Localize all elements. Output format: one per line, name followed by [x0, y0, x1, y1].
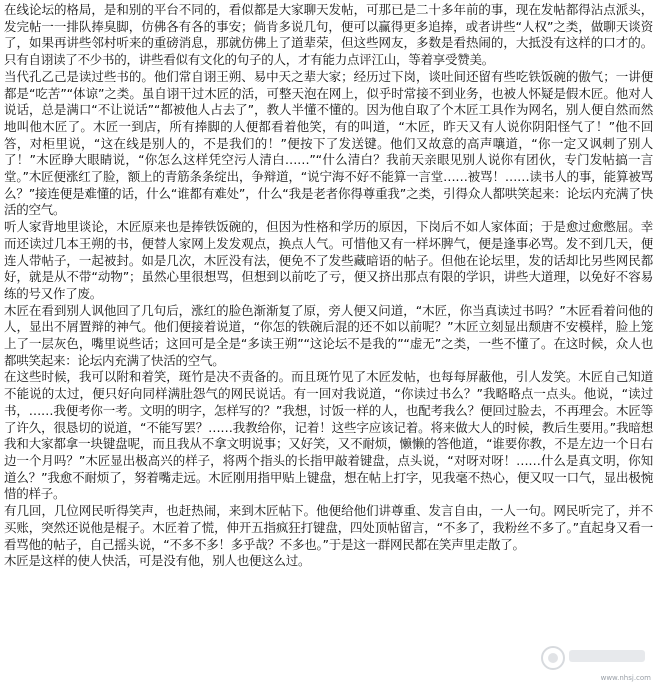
watermark-url: www.nhsj.com — [600, 674, 651, 682]
paragraph-6: 有几回，几位网民听得笑声，也赶热闹，来到木匠帖下。他便给他们讲尊重、发言自由，一人一句。网民听完了，并不买账，突然还说他是棍子。木匠着了慌，伸开五指疯狂打键盘，四处顶帖留言，“不多了，我粉丝不多了。”直起身又看一看骂他的帖子，自己摇头说，“不多不多！多乎哉？不多也。”于是这一群网民都在笑声里走散了。 — [4, 503, 653, 552]
paragraph-2: 当代孔乙己是读过些书的。他们常自诩王朔、易中天之辈大家；经历过下岗，谈吐间还留有些吃铁饭碗的傲气；一讲便都是“吃苦”“体谅”之类。虽自诩干过木匠的活，可整天泡在网上，似乎时常接不到业务，也被人怀疑是假木匠。他对人说话，总是满口“不让说话”“都被他人占去了”，教人半懂不懂的。因为他自取了个木匠工具作为网名，别人便自然而然地叫他木匠了。木匠一到店，所有捧脚的人便都看着他笑，有的叫道，“木匠，昨天又有人说你阴阳怪气了！”他不回答，对柜里说，“这在线是别人的，不是我们的！”便按下了发送键。他们又故意的高声嚷道，“你一定又讽刺了别人了！”木匠睁大眼睛说，“你怎么这样凭空污人清白……”“什么清白？我前天亲眼见别人说你有团伙，专门发帖搞一言堂。”木匠便涨红了脸，额上的青筋条条绽出，争辩道，“说宁海不好不能算一言堂……被骂！……读书人的事，能算被骂么？”接连便是难懂的话，什么“谁都有难处”，什么“我是老者你得尊重我”之类，引得众人都哄笑起来：论坛内充满了快活的空气。 — [4, 68, 653, 218]
paragraph-3: 听人家背地里谈论，木匠原来也是捧铁饭碗的，但因为性格和学历的原因，下岗后不如人家体面；于是愈过愈憋屈。幸而还读过几本王朔的书，便替人家网上发发观点，换点人气。可惜他又有一样坏脾气，便是逢事必骂。发不到几天，便连人带帖子，一起被封。如是几次，木匠没有法，便免不了发些藏暗语的帖子。但他在论坛里，发的话却比另些网民都好，就是从不带“动物”；虽然心里很想骂，但想到以前吃了亏，便又挤出那点有限的学识，讲些大道理，以免好不容易练的号又作了废。 — [4, 219, 653, 301]
paragraph-5: 在这些时候，我可以附和着笑，斑竹是决不责备的。而且斑竹见了木匠发帖，也每每屏蔽他，引人发笑。木匠自己知道不能说的太过，便只好向同样满肚怨气的网民说话。有一回对我说道，“你读过书么？”我略略点一点头。他说，“读过书，……我便考你一考。文明的明字，怎样写的？”我想，讨饭一样的人，也配考我么？便回过脸去，不再理会。木匠等了许久，很恳切的说道，“不能写罢？……我教给你，记着！这些字应该记着。将来做大人的时候，教后生要用。”我暗想我和大家都拿一块键盘呢，而且我从不拿文明说事；又好笑，又不耐烦，懒懒的答他道，“谁要你教，不是左边一个日右边一个月吗？”木匠显出极高兴的样子，将两个指头的长指甲敲着键盘，点头说，“对呀对呀！……什么是真文明，你知道么？”我愈不耐烦了，努着嘴走远。木匠刚用指甲贴上键盘，想在帖上打字，见我毫不热心，便又叹一口气，显出极惋惜的样子。 — [4, 369, 653, 502]
paragraph-7: 木匠是这样的使人快活，可是没有他，别人也便这么过。 — [4, 553, 311, 569]
paragraph-4: 木匠在看到别人讽他回了几句后，涨红的脸色渐渐复了原，旁人便又问道，“木匠，你当真读过书吗？”木匠看着问他的人，显出不屑置辩的神气。他们便接着说道，“你怎的铁碗后混的还不如以前呢？”木匠立刻显出颓唐不安模样，脸上笼上了一层灰色，嘴里说些话；这回可是全是“多读王朔”“这论坛不是我的”“虚无”之类，一些不懂了。在这时候，众人也都哄笑起来：论坛内充满了快活的空气。 — [4, 302, 653, 368]
paragraph-1: 在线论坛的格局，是和别的平台不同的，看似都是大家聊天发帖，可那已是二十多年前的事，现在发帖都得沾点派头，发完帖一一排队捧臭脚，仿佛各有各的事安；倘肯多说几句，便可以赢得更多追捧，或者讲些“人权”之类，做聊天谈资了，如果再讲些邻村听来的重磅消息，那就仿佛上了道辈荣，但这些网友，多数是看热闹的，大抵没有这样的口才的。只有自诩读了不少书的，讲些看似有文化的句子的人，才有能力点评江山，等着享受赞美。 — [4, 2, 653, 68]
